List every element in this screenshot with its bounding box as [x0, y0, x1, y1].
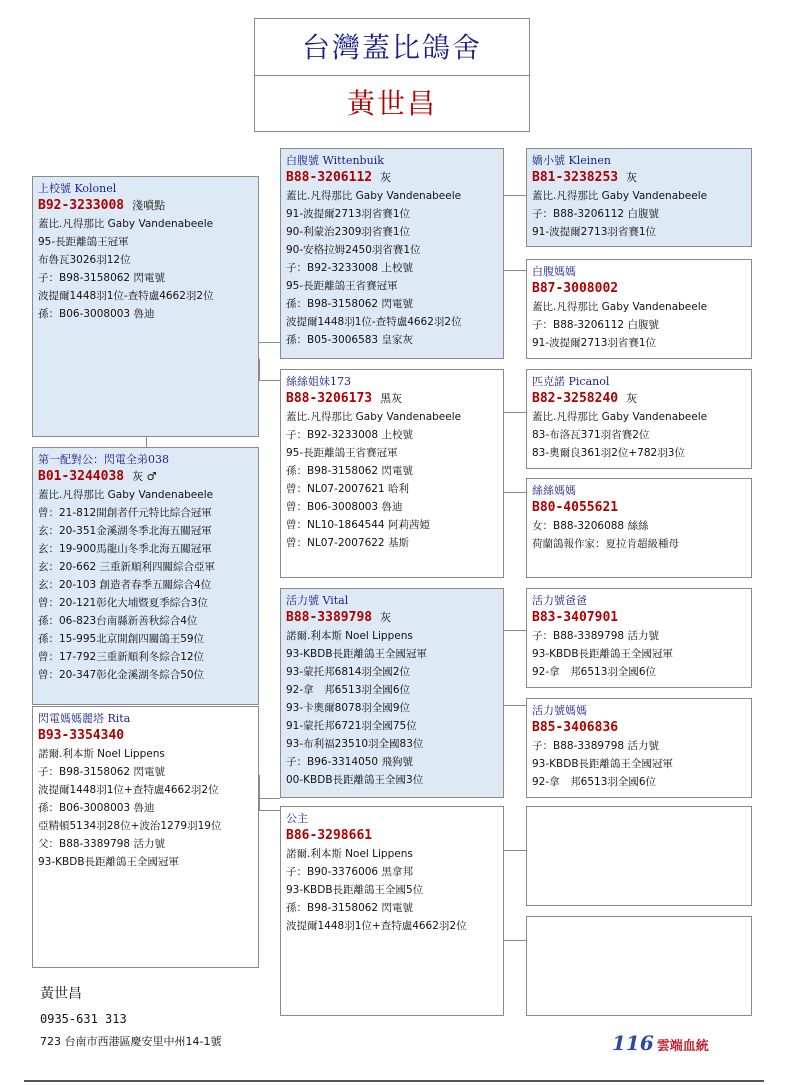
pigeon-name: 閃電媽媽麗塔 Rita	[38, 712, 131, 725]
ring-number: B87-3008002	[532, 281, 619, 296]
pedigree-line: 曾：NL10-1864544 阿莉茜婭	[286, 519, 430, 531]
pigeon-color: 灰	[626, 171, 638, 184]
connector-line	[259, 380, 280, 381]
loft-title: 台灣蓋比鴿舍	[255, 19, 529, 76]
pedigree-line: 蓋比.凡得那比 Gaby Vandenabeele	[532, 411, 708, 423]
pedigree-line: 蓋比.凡得那比 Gaby Vandenabeele	[286, 411, 462, 423]
ring-number: B88-3389798 灰	[286, 610, 392, 625]
ring-number: B80-4055621	[532, 500, 619, 515]
pedigree-line: 00-KBDB長距離鴿王全國3位	[286, 774, 424, 786]
pedigree-line: 子：B98-3158062 閃電號	[38, 766, 165, 778]
pigeon-name: 絲絲姐妹173	[286, 375, 351, 388]
pedigree-line: 蓋比.凡得那比 Gaby Vandenabeele	[38, 218, 214, 230]
connector-line	[259, 775, 260, 811]
pigeon-name: 匹克諾 Picanol	[532, 375, 610, 388]
connector-line	[259, 342, 280, 343]
pedigree-line: 子：B90-3376006 黑拿邦	[286, 866, 413, 878]
pedigree-line: 孫：B06-3008003 魯迪	[38, 802, 155, 814]
pedigree-line: 孫：B06-3008003 魯迪	[38, 308, 155, 320]
pedigree-line: 諾爾.利本斯 Noel Lippens	[286, 630, 413, 642]
pedigree-line: 孫：B98-3158062 閃電號	[286, 298, 413, 310]
ring-number: B88-3206173 黑灰	[286, 391, 403, 406]
wittenbuik-card	[280, 148, 504, 359]
divider	[24, 1080, 764, 1082]
pigeon-name: 白腹號 Wittenbuik	[286, 154, 384, 167]
brand-logo	[612, 1031, 709, 1055]
vital-card	[280, 588, 504, 798]
phone-number: 0935-631 313	[40, 1012, 127, 1026]
pedigree-line: 孫：B98-3158062 閃電號	[286, 902, 413, 914]
pedigree-line: 92-拿 邦6513羽全國6位	[532, 666, 657, 678]
pedigree-line: 93-蒙托邦6814羽全國2位	[286, 666, 411, 678]
pedigree-line: 曾：NL07-2007621 哈利	[286, 483, 409, 495]
ring-number: B88-3206112 灰	[286, 170, 392, 185]
connector-line	[504, 492, 526, 493]
empty-card	[526, 916, 752, 1016]
pigeon-name: 白腹媽媽	[532, 265, 576, 278]
pedigree-line: 93-布利福23510羽全國83位	[286, 738, 424, 750]
pigeon-color: 灰	[380, 171, 392, 184]
ring-number: B01-3244038 灰 ♂	[38, 469, 157, 484]
sire-card	[32, 176, 259, 437]
pedigree-line: 波提爾1448羽1位+查特盧4662羽2位	[38, 784, 219, 796]
pedigree-line: 93-卡奧爾8078羽全國9位	[286, 702, 411, 714]
pedigree-line: 90-安格拉姆2450羽省賽1位	[286, 244, 421, 256]
pigeon-color: 灰 ♂	[132, 470, 157, 483]
pedigree-line: 玄：20-662 三重新順利四關綜合亞軍	[38, 561, 216, 573]
pedigree-line: 孫：B05-3006583 皇家灰	[286, 334, 413, 346]
pedigree-line: 孫：B98-3158062 閃電號	[286, 465, 413, 477]
pedigree-line: 93-KBDB長距離鴿王全國冠軍	[532, 758, 674, 770]
pigeon-name: 絲絲媽媽	[532, 484, 576, 497]
ring-number: B93-3354340	[38, 728, 125, 743]
connector-line	[259, 810, 280, 811]
pigeon-name: 活力號爸爸	[532, 594, 587, 607]
pedigree-line: 波提爾1448羽1位-查特盧4662羽2位	[38, 290, 214, 302]
pigeon-name: 活力號 Vital	[286, 594, 349, 607]
owner-name: 黃世昌	[40, 986, 82, 1002]
connector-line	[504, 630, 526, 631]
pedigree-line: 蓋比.凡得那比 Gaby Vandenabeele	[286, 190, 462, 202]
pedigree-line: 95-長距離鴿王省賽冠軍	[286, 447, 398, 459]
pigeon-name: 公主	[286, 812, 308, 825]
pedigree-line: 83-布洛瓦371羽省賽2位	[532, 429, 650, 441]
pedigree-line: 諾爾.利本斯 Noel Lippens	[286, 848, 413, 860]
logo-text: 雲端血統	[656, 1039, 709, 1054]
pedigree-line: 92-拿 邦6513羽全國6位	[532, 776, 657, 788]
white-mother-card	[526, 259, 752, 359]
pigeon-color: 灰	[626, 392, 638, 405]
pedigree-line: 蓋比.凡得那比 Gaby Vandenabeele	[532, 190, 708, 202]
pedigree-line: 荷蘭鴿報作家：夏拉肯超級種母	[532, 538, 679, 550]
pigeon-name: 上校號 Kolonel	[38, 182, 117, 195]
pedigree-line: 曾：21-812開創者仟元特比綜合冠軍	[38, 507, 212, 519]
pedigree-line: 子：B96-3314050 飛狗號	[286, 756, 413, 768]
connector-line	[259, 798, 280, 799]
pedigree-header	[254, 18, 530, 132]
connector-line	[504, 850, 526, 851]
logo-number: 116	[612, 1031, 654, 1055]
pedigree-line: 孫：06-823台南縣新善秋綜合4位	[38, 615, 198, 627]
pedigree-line: 玄：20-351金溪湖冬季北海五關冠軍	[38, 525, 212, 537]
dam-card	[32, 447, 259, 705]
connector-line	[146, 436, 147, 447]
pedigree-line: 95-長距離鴿王省賽冠軍	[286, 280, 398, 292]
pedigree-line: 曾：17-792三重新順利冬綜合12位	[38, 651, 205, 663]
owner-title: 黃世昌	[346, 87, 437, 120]
pedigree-line: 91-波提爾2713羽省賽1位	[532, 337, 657, 349]
pedigree-line: 子：B88-3389798 活力號	[532, 630, 659, 642]
pedigree-line: 子：B98-3158062 閃電號	[38, 272, 165, 284]
vital-mother-card	[526, 698, 752, 798]
pedigree-line: 亞精頓5134羽28位+波治1279羽19位	[38, 820, 222, 832]
empty-card	[526, 806, 752, 906]
contact-info	[40, 984, 221, 1050]
connector-line	[504, 195, 526, 196]
silk-mother-card	[526, 478, 752, 578]
pigeon-name: 嬌小號 Kleinen	[532, 154, 611, 167]
ring-number: B85-3406836	[532, 720, 619, 735]
pedigree-line: 蓋比.凡得那比 Gaby Vandenabeele	[38, 489, 214, 501]
pedigree-line: 91-蒙托邦6721羽全國75位	[286, 720, 417, 732]
pedigree-line: 女：B88-3206088 絲絲	[532, 520, 649, 532]
pedigree-line: 父：B88-3389798 活力號	[38, 838, 165, 850]
pigeon-name: 第一配對公：閃電全弟038	[38, 453, 169, 466]
pedigree-line: 孫：15-995北京開創四關鴿王59位	[38, 633, 205, 645]
connector-line	[504, 412, 526, 413]
pedigree-line: 91-波提爾2713羽省賽1位	[286, 208, 411, 220]
pedigree-line: 子：B88-3206112 白腹號	[532, 208, 659, 220]
pedigree-line: 布魯瓦3026羽12位	[38, 254, 131, 266]
pedigree-line: 玄：20-103 創造者春季五關綜合4位	[38, 579, 212, 591]
pigeon-color: 灰	[380, 611, 392, 624]
pedigree-line: 90-利蒙治2309羽省賽1位	[286, 226, 411, 238]
ring-number: B81-3238253 灰	[532, 170, 638, 185]
pedigree-line: 波提爾1448羽1位+查特盧4662羽2位	[286, 920, 467, 932]
pedigree-line: 83-奧爾良361羽2位+782羽3位	[532, 447, 685, 459]
pedigree-line: 子：B92-3233008 上校號	[286, 262, 413, 274]
connector-line	[504, 270, 526, 271]
ring-number: B92-3233008 淺噴點	[38, 198, 166, 213]
ring-number: B82-3258240 灰	[532, 391, 638, 406]
pedigree-line: 92-拿 邦6513羽全國6位	[286, 684, 411, 696]
pedigree-line: 子：B88-3206112 白腹號	[532, 319, 659, 331]
kleinen-card	[526, 148, 752, 247]
connector-line	[504, 940, 526, 941]
pedigree-line: 93-KBDB長距離鴿王全國冠軍	[532, 648, 674, 660]
silk-sister-card	[280, 369, 504, 578]
pigeon-name: 活力號媽媽	[532, 704, 587, 717]
ring-number: B83-3407901	[532, 610, 619, 625]
pedigree-line: 曾：NL07-2007622 基斯	[286, 537, 409, 549]
pedigree-line: 93-KBDB長距離鴿王全國冠軍	[286, 648, 428, 660]
pedigree-line: 曾：B06-3008003 魯迪	[286, 501, 403, 513]
pedigree-line: 蓋比.凡得那比 Gaby Vandenabeele	[532, 301, 708, 313]
connector-line	[259, 359, 260, 380]
ring-number: B86-3298661	[286, 828, 373, 843]
pedigree-line: 91-波提爾2713羽省賽1位	[532, 226, 657, 238]
picanol-card	[526, 369, 752, 469]
pedigree-line: 曾：20-121彰化大埔暨夏季綜合3位	[38, 597, 208, 609]
address: 723 台南市西港區慶安里中州14-1號	[40, 1035, 222, 1048]
pedigree-line: 93-KBDB長距離鴿王全國5位	[286, 884, 424, 896]
rita-card	[32, 706, 259, 968]
pedigree-line: 玄：19-900馬龍山冬季北海五關冠軍	[38, 543, 212, 555]
pedigree-line: 諾爾.利本斯 Noel Lippens	[38, 748, 165, 760]
pedigree-line: 子：B88-3389798 活力號	[532, 740, 659, 752]
vital-father-card	[526, 588, 752, 688]
connector-line	[504, 705, 526, 706]
princess-card	[280, 806, 504, 1016]
pedigree-line: 93-KBDB長距離鴿王全國冠軍	[38, 856, 180, 868]
pigeon-color: 黑灰	[380, 392, 403, 405]
pedigree-line: 95-長距離鴿王冠軍	[38, 236, 129, 248]
pigeon-color: 淺噴點	[132, 199, 166, 212]
pedigree-line: 波提爾1448羽1位-查特盧4662羽2位	[286, 316, 462, 328]
pedigree-line: 曾：20-347彰化金溪湖冬綜合50位	[38, 669, 205, 681]
pedigree-line: 子：B92-3233008 上校號	[286, 429, 413, 441]
